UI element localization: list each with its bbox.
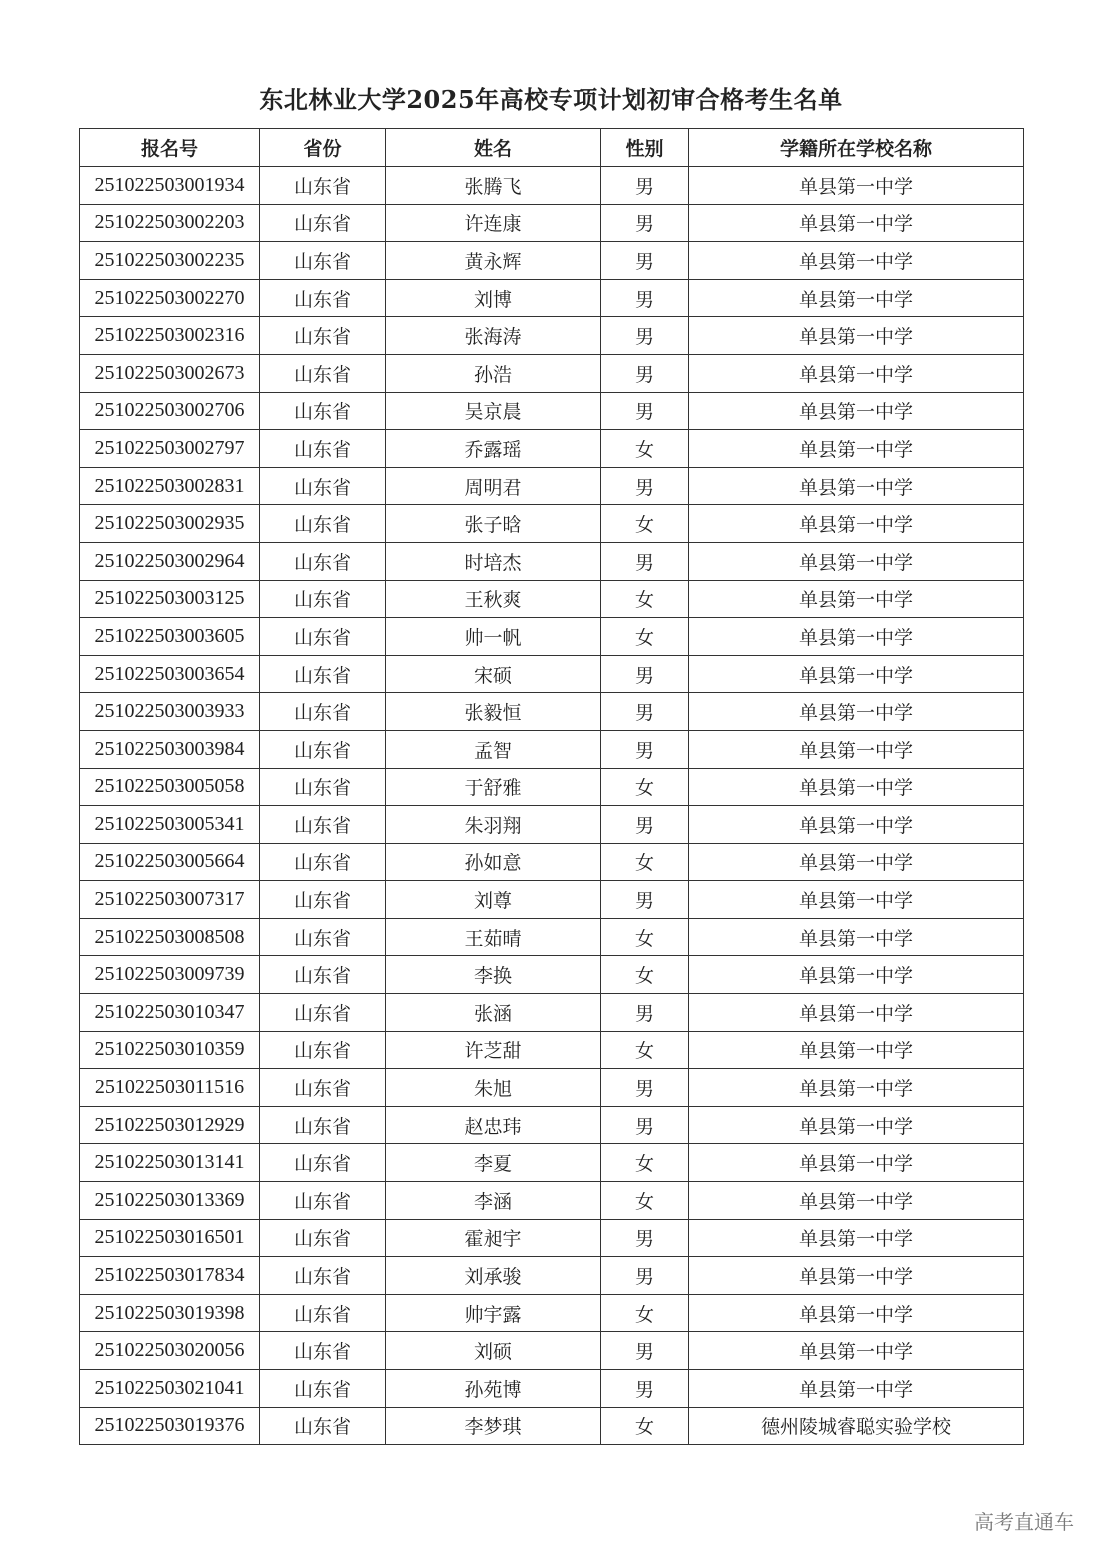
table-row: [80, 1332, 1024, 1370]
cell-province: 山东省: [260, 317, 386, 355]
cell-school: 单县第一中学: [689, 204, 1024, 242]
table-row: [80, 1069, 1024, 1107]
cell-name: 霍昶宇: [386, 1219, 601, 1257]
cell-registration-id: 251022503001934: [80, 167, 260, 205]
cell-school: 单县第一中学: [689, 693, 1024, 731]
cell-school: 单县第一中学: [689, 505, 1024, 543]
table-row: [80, 167, 1024, 205]
cell-name: 吴京晨: [386, 392, 601, 430]
cell-gender: 男: [601, 542, 689, 580]
cell-registration-id: 251022503009739: [80, 956, 260, 994]
page-title: 东北林业大学2025年高校专项计划初审合格考生名单: [259, 85, 843, 114]
cell-name: 张子晗: [386, 505, 601, 543]
cell-name: 李换: [386, 956, 601, 994]
column-header-school: 学籍所在学校名称: [689, 129, 1024, 167]
table-row: [80, 242, 1024, 280]
cell-name: 时培杰: [386, 542, 601, 580]
table-row: [80, 1182, 1024, 1220]
cell-gender: 男: [601, 317, 689, 355]
table-row: [80, 354, 1024, 392]
table-row: [80, 204, 1024, 242]
cell-province: 山东省: [260, 843, 386, 881]
cell-registration-id: 251022503002316: [80, 317, 260, 355]
cell-province: 山东省: [260, 806, 386, 844]
cell-province: 山东省: [260, 167, 386, 205]
cell-gender: 女: [601, 1407, 689, 1445]
cell-school: 单县第一中学: [689, 467, 1024, 505]
cell-gender: 男: [601, 242, 689, 280]
cell-name: 许芝甜: [386, 1031, 601, 1069]
cell-province: 山东省: [260, 1144, 386, 1182]
cell-province: 山东省: [260, 1182, 386, 1220]
table-row: [80, 730, 1024, 768]
cell-gender: 女: [601, 1144, 689, 1182]
cell-school: 单县第一中学: [689, 1182, 1024, 1220]
cell-province: 山东省: [260, 1294, 386, 1332]
cell-registration-id: 251022503002270: [80, 279, 260, 317]
cell-registration-id: 251022503003984: [80, 730, 260, 768]
cell-school: 单县第一中学: [689, 1257, 1024, 1295]
cell-name: 李涵: [386, 1182, 601, 1220]
cell-name: 孙苑博: [386, 1370, 601, 1408]
cell-school: 德州陵城睿聪实验学校: [689, 1407, 1024, 1445]
cell-name: 许连康: [386, 204, 601, 242]
cell-gender: 女: [601, 956, 689, 994]
table-row: [80, 542, 1024, 580]
cell-province: 山东省: [260, 956, 386, 994]
table-row: [80, 279, 1024, 317]
cell-school: 单县第一中学: [689, 167, 1024, 205]
table-row: [80, 768, 1024, 806]
cell-registration-id: 251022503008508: [80, 918, 260, 956]
cell-name: 宋硕: [386, 655, 601, 693]
cell-school: 单县第一中学: [689, 242, 1024, 280]
cell-gender: 男: [601, 994, 689, 1032]
table-header-row: [80, 129, 1024, 167]
cell-gender: 男: [601, 279, 689, 317]
cell-registration-id: 251022503003654: [80, 655, 260, 693]
cell-name: 张涵: [386, 994, 601, 1032]
cell-school: 单县第一中学: [689, 1031, 1024, 1069]
cell-province: 山东省: [260, 655, 386, 693]
cell-school: 单县第一中学: [689, 430, 1024, 468]
cell-gender: 男: [601, 1370, 689, 1408]
cell-school: 单县第一中学: [689, 542, 1024, 580]
cell-province: 山东省: [260, 693, 386, 731]
table-row: [80, 317, 1024, 355]
cell-registration-id: 251022503017834: [80, 1257, 260, 1295]
cell-registration-id: 251022503005058: [80, 768, 260, 806]
cell-registration-id: 251022503002235: [80, 242, 260, 280]
cell-gender: 女: [601, 768, 689, 806]
cell-registration-id: 251022503002673: [80, 354, 260, 392]
cell-gender: 男: [601, 881, 689, 919]
cell-gender: 男: [601, 1257, 689, 1295]
cell-registration-id: 251022503005341: [80, 806, 260, 844]
cell-name: 刘尊: [386, 881, 601, 919]
cell-gender: 女: [601, 1031, 689, 1069]
cell-gender: 女: [601, 505, 689, 543]
cell-registration-id: 251022503007317: [80, 881, 260, 919]
cell-registration-id: 251022503010359: [80, 1031, 260, 1069]
cell-registration-id: 251022503002797: [80, 430, 260, 468]
cell-province: 山东省: [260, 580, 386, 618]
cell-gender: 女: [601, 430, 689, 468]
cell-gender: 男: [601, 693, 689, 731]
cell-gender: 男: [601, 1332, 689, 1370]
cell-province: 山东省: [260, 730, 386, 768]
table-row: [80, 1106, 1024, 1144]
cell-province: 山东省: [260, 430, 386, 468]
cell-province: 山东省: [260, 505, 386, 543]
cell-province: 山东省: [260, 242, 386, 280]
cell-name: 刘承骏: [386, 1257, 601, 1295]
table-row: [80, 1144, 1024, 1182]
cell-province: 山东省: [260, 279, 386, 317]
cell-registration-id: 251022503002831: [80, 467, 260, 505]
cell-name: 张海涛: [386, 317, 601, 355]
cell-province: 山东省: [260, 542, 386, 580]
cell-name: 周明君: [386, 467, 601, 505]
cell-registration-id: 251022503003605: [80, 618, 260, 656]
cell-province: 山东省: [260, 918, 386, 956]
column-header-id: 报名号: [80, 129, 260, 167]
cell-name: 刘硕: [386, 1332, 601, 1370]
cell-province: 山东省: [260, 204, 386, 242]
cell-school: 单县第一中学: [689, 956, 1024, 994]
column-header-province: 省份: [260, 129, 386, 167]
cell-name: 黄永辉: [386, 242, 601, 280]
cell-school: 单县第一中学: [689, 843, 1024, 881]
table-row: [80, 505, 1024, 543]
table-row: [80, 843, 1024, 881]
cell-registration-id: 251022503011516: [80, 1069, 260, 1107]
cell-school: 单县第一中学: [689, 768, 1024, 806]
table-row: [80, 881, 1024, 919]
cell-registration-id: 251022503019376: [80, 1407, 260, 1445]
cell-gender: 男: [601, 1106, 689, 1144]
table-row: [80, 1294, 1024, 1332]
cell-school: 单县第一中学: [689, 1069, 1024, 1107]
cell-name: 帅一帆: [386, 618, 601, 656]
cell-name: 张毅恒: [386, 693, 601, 731]
cell-gender: 男: [601, 730, 689, 768]
cell-name: 孙如意: [386, 843, 601, 881]
cell-school: 单县第一中学: [689, 655, 1024, 693]
cell-school: 单县第一中学: [689, 279, 1024, 317]
table-row: [80, 430, 1024, 468]
table-row: [80, 918, 1024, 956]
table-row: [80, 1370, 1024, 1408]
cell-province: 山东省: [260, 467, 386, 505]
cell-province: 山东省: [260, 768, 386, 806]
cell-gender: 男: [601, 655, 689, 693]
cell-school: 单县第一中学: [689, 881, 1024, 919]
cell-province: 山东省: [260, 1031, 386, 1069]
cell-gender: 女: [601, 843, 689, 881]
cell-name: 刘博: [386, 279, 601, 317]
column-header-name: 姓名: [386, 129, 601, 167]
cell-registration-id: 251022503002935: [80, 505, 260, 543]
table-row: [80, 618, 1024, 656]
cell-province: 山东省: [260, 994, 386, 1032]
cell-name: 赵忠玮: [386, 1106, 601, 1144]
cell-school: 单县第一中学: [689, 317, 1024, 355]
cell-registration-id: 251022503016501: [80, 1219, 260, 1257]
cell-name: 李梦琪: [386, 1407, 601, 1445]
cell-gender: 男: [601, 1219, 689, 1257]
table-row: [80, 1031, 1024, 1069]
cell-school: 单县第一中学: [689, 1106, 1024, 1144]
cell-registration-id: 251022503021041: [80, 1370, 260, 1408]
cell-name: 朱羽翔: [386, 806, 601, 844]
cell-province: 山东省: [260, 1407, 386, 1445]
cell-school: 单县第一中学: [689, 1370, 1024, 1408]
cell-school: 单县第一中学: [689, 392, 1024, 430]
table-row: [80, 1257, 1024, 1295]
cell-gender: 女: [601, 580, 689, 618]
cell-school: 单县第一中学: [689, 1219, 1024, 1257]
cell-province: 山东省: [260, 881, 386, 919]
cell-gender: 男: [601, 204, 689, 242]
cell-gender: 男: [601, 806, 689, 844]
cell-school: 单县第一中学: [689, 1332, 1024, 1370]
cell-name: 于舒雅: [386, 768, 601, 806]
cell-school: 单县第一中学: [689, 1294, 1024, 1332]
cell-name: 孟智: [386, 730, 601, 768]
cell-school: 单县第一中学: [689, 1144, 1024, 1182]
cell-gender: 男: [601, 392, 689, 430]
cell-school: 单县第一中学: [689, 918, 1024, 956]
cell-name: 王茹晴: [386, 918, 601, 956]
table-row: [80, 467, 1024, 505]
cell-province: 山东省: [260, 1219, 386, 1257]
cell-registration-id: 251022503012929: [80, 1106, 260, 1144]
cell-school: 单县第一中学: [689, 580, 1024, 618]
table-row: [80, 655, 1024, 693]
cell-gender: 男: [601, 467, 689, 505]
cell-name: 帅宇露: [386, 1294, 601, 1332]
cell-province: 山东省: [260, 1370, 386, 1408]
cell-province: 山东省: [260, 1069, 386, 1107]
table-row: [80, 994, 1024, 1032]
cell-name: 朱旭: [386, 1069, 601, 1107]
candidate-table: [79, 128, 1024, 1445]
cell-province: 山东省: [260, 1332, 386, 1370]
cell-gender: 女: [601, 618, 689, 656]
table-row: [80, 1407, 1024, 1445]
table-row: [80, 693, 1024, 731]
cell-registration-id: 251022503010347: [80, 994, 260, 1032]
table-row: [80, 392, 1024, 430]
table-row: [80, 580, 1024, 618]
cell-registration-id: 251022503005664: [80, 843, 260, 881]
cell-province: 山东省: [260, 354, 386, 392]
column-header-gender: 性别: [601, 129, 689, 167]
cell-province: 山东省: [260, 392, 386, 430]
cell-name: 王秋爽: [386, 580, 601, 618]
watermark: 高考直通车: [974, 1510, 1074, 1534]
cell-registration-id: 251022503019398: [80, 1294, 260, 1332]
cell-gender: 男: [601, 354, 689, 392]
cell-registration-id: 251022503020056: [80, 1332, 260, 1370]
cell-gender: 女: [601, 1182, 689, 1220]
cell-school: 单县第一中学: [689, 618, 1024, 656]
cell-registration-id: 251022503002706: [80, 392, 260, 430]
table-row: [80, 956, 1024, 994]
cell-name: 乔露瑶: [386, 430, 601, 468]
cell-registration-id: 251022503002203: [80, 204, 260, 242]
cell-province: 山东省: [260, 1106, 386, 1144]
cell-name: 李夏: [386, 1144, 601, 1182]
cell-school: 单县第一中学: [689, 806, 1024, 844]
table-row: [80, 806, 1024, 844]
cell-province: 山东省: [260, 1257, 386, 1295]
cell-registration-id: 251022503002964: [80, 542, 260, 580]
cell-registration-id: 251022503003933: [80, 693, 260, 731]
cell-name: 孙浩: [386, 354, 601, 392]
cell-gender: 女: [601, 1294, 689, 1332]
cell-gender: 男: [601, 167, 689, 205]
cell-registration-id: 251022503003125: [80, 580, 260, 618]
cell-name: 张腾飞: [386, 167, 601, 205]
cell-registration-id: 251022503013369: [80, 1182, 260, 1220]
cell-school: 单县第一中学: [689, 730, 1024, 768]
cell-school: 单县第一中学: [689, 354, 1024, 392]
cell-gender: 男: [601, 1069, 689, 1107]
cell-gender: 女: [601, 918, 689, 956]
cell-province: 山东省: [260, 618, 386, 656]
cell-registration-id: 251022503013141: [80, 1144, 260, 1182]
cell-school: 单县第一中学: [689, 994, 1024, 1032]
table-row: [80, 1219, 1024, 1257]
